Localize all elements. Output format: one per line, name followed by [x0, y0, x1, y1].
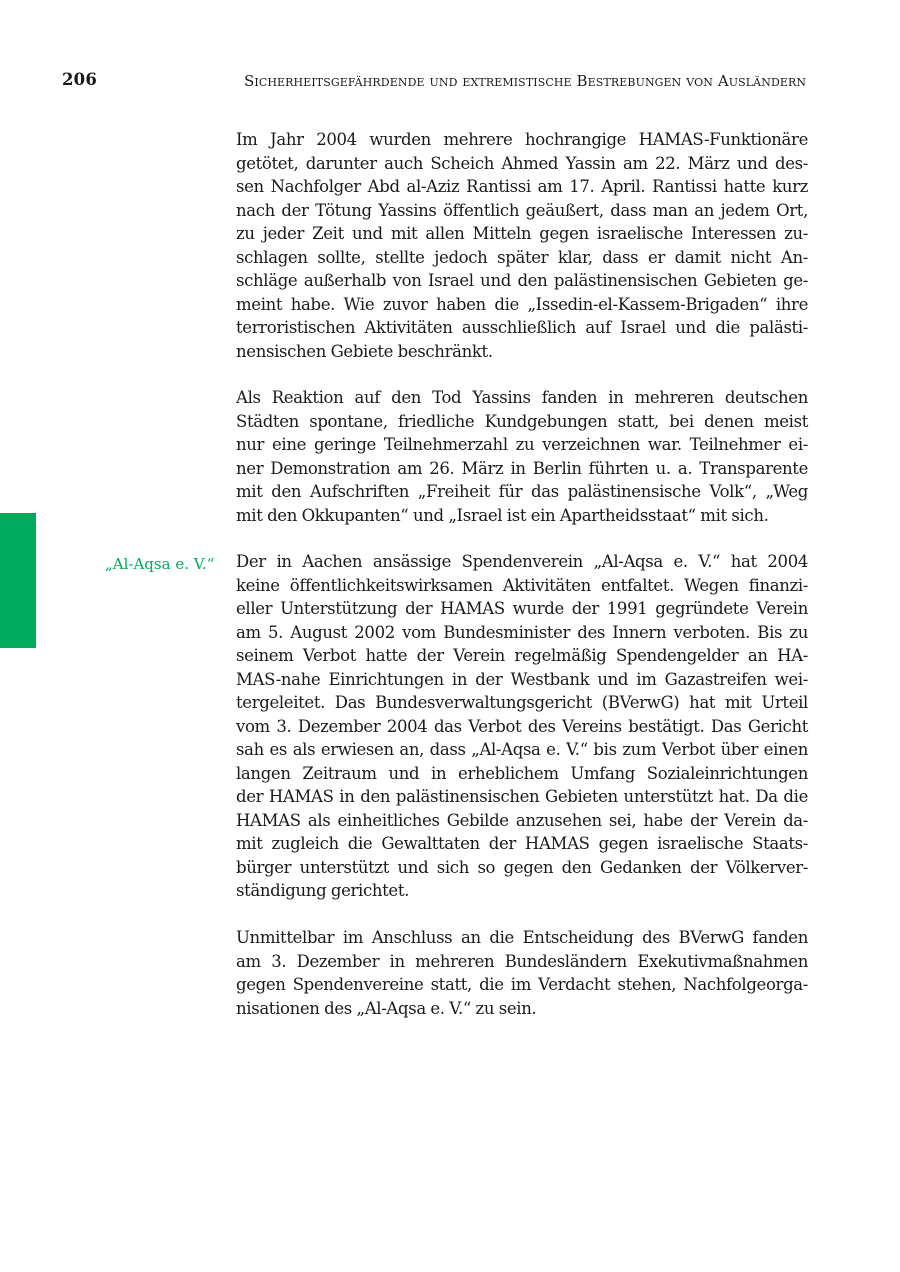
text-line: seinem Verbot hatte der Verein regelmäßig Spendengelder an HA-: [236, 646, 808, 665]
paragraph-1: [236, 128, 808, 363]
text-line: sen Nachfolger Abd al-Aziz Rantissi am 17. April. Rantissi hatte kurz: [236, 177, 808, 196]
text-line: meint habe. Wie zuvor haben die „Issedin-el-Kassem-Brigaden“ ihre: [236, 294, 808, 314]
paragraph-3: [236, 550, 808, 903]
text-line: nach der Tötung Yassins öffentlich geäußert, dass man an jedem Ort,: [236, 200, 808, 220]
text-line: getötet, darunter auch Scheich Ahmed Yassin am 22. März und des-: [236, 153, 808, 173]
text-line: Im Jahr 2004 wurden mehrere hochrangige HAMAS-Funktionäre: [236, 130, 808, 149]
margin-note: „Al-Aqsa e. V.“: [105, 555, 215, 573]
text-line: vom 3. Dezember 2004 das Verbot des Vereins bestätigt. Das Gericht: [236, 716, 808, 736]
text-line: am 5. August 2002 vom Bundesminister des Innern verboten. Bis zu: [236, 622, 808, 642]
text-line: eller Unterstützung der HAMAS wurde der 1991 gegründete Verein: [236, 599, 808, 618]
text-line: mit zugleich die Gewalttaten der HAMAS gegen israelische Staats-: [236, 834, 808, 853]
running-header: Sicherheitsgefährdende und extremistische Bestrebungen von Ausländern: [244, 72, 807, 90]
section-marker-tab: [0, 513, 36, 648]
text-line: Als Reaktion auf den Tod Yassins fanden in mehreren deutschen: [236, 388, 808, 407]
paragraph-4: [236, 926, 808, 1020]
text-line: Der in Aachen ansässige Spendenverein „Al-Aqsa e. V.“ hat 2004: [236, 552, 808, 571]
text-line: am 3. Dezember in mehreren Bundesländern Exekutivmaßnahmen: [236, 951, 808, 971]
paragraph-2: [236, 386, 808, 527]
page-number: 206: [62, 70, 98, 89]
text-line: ständigung gerichtet.: [236, 881, 410, 900]
text-line: nisationen des „Al-Aqsa e. V.“ zu sein.: [236, 998, 537, 1018]
text-line: der HAMAS in den palästinensischen Gebieten unterstützt hat. Da die: [236, 787, 808, 806]
text-line: terroristischen Aktivitäten ausschließlich auf Israel und die palästi-: [236, 318, 808, 337]
text-line: Städten spontane, friedliche Kundgebungen statt, bei denen meist: [236, 411, 808, 431]
text-line: ner Demonstration am 26. März in Berlin führten u. a. Transparente: [236, 458, 808, 478]
text-line: gegen Spendenvereine statt, die im Verdacht stehen, Nachfolgeorga-: [236, 975, 808, 994]
text-line: mit den Okkupanten“ und „Israel ist ein Apartheidsstaat“ mit sich.: [236, 505, 769, 525]
text-line: nensischen Gebiete beschränkt.: [236, 341, 493, 361]
text-line: schläge außerhalb von Israel und den palästinensischen Gebieten ge-: [236, 271, 808, 290]
text-line: langen Zeitraum und in erheblichem Umfang Sozialeinrichtungen: [236, 763, 808, 783]
text-line: zu jeder Zeit und mit allen Mitteln gegen israelische Interessen zu-: [236, 224, 808, 243]
text-line: Unmittelbar im Anschluss an die Entscheidung des BVerwG fanden: [236, 928, 808, 947]
text-line: keine öffentlichkeitswirksamen Aktivitäten entfaltet. Wegen finanzi-: [236, 575, 808, 595]
text-line: HAMAS als einheitliches Gebilde anzusehen sei, habe der Verein da-: [236, 810, 808, 830]
text-line: schlagen sollte, stellte jedoch später klar, dass er damit nicht An-: [236, 247, 808, 267]
text-line: mit den Aufschriften „Freiheit für das palästinensische Volk“, „Weg: [236, 482, 808, 501]
text-line: bürger unterstützt und sich so gegen den Gedanken der Völkerver-: [236, 857, 808, 877]
text-line: nur eine geringe Teilnehmerzahl zu verzeichnen war. Teilnehmer ei-: [236, 435, 808, 454]
text-line: sah es als erwiesen an, dass „Al-Aqsa e. V.“ bis zum Verbot über einen: [236, 740, 808, 759]
text-line: tergeleitet. Das Bundesverwaltungsgericht (BVerwG) hat mit Urteil: [236, 693, 808, 712]
text-line: MAS-nahe Einrichtungen in der Westbank und im Gazastreifen wei-: [236, 669, 808, 689]
